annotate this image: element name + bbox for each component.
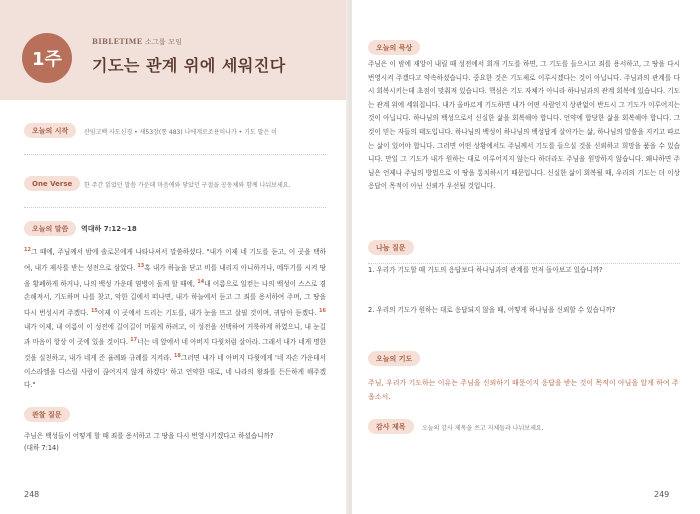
- page-number-left: 248: [24, 490, 40, 499]
- sharing-question: 1. 우리가 기도할 때 기도의 응답보다 하나님과의 관계를 먼저 돌아보고 있습니까?: [368, 266, 603, 274]
- observation-label: 관찰 질문: [24, 407, 70, 422]
- verse-number: 17: [130, 337, 138, 344]
- page-number-right: 249: [654, 490, 670, 499]
- scripture-passage: [24, 244, 326, 393]
- one-verse-text: 한 주간 읽었던 말씀 가운데 마음에와 닿았던 구절을 공동체와 함께 나눠보세요.: [84, 182, 291, 189]
- verse-number: 18: [173, 353, 181, 360]
- divider: [24, 207, 326, 208]
- thanks-label: 감사 제목: [368, 419, 414, 434]
- verse-text: 내가 이제, 내 이름이 이 성전에 길이길이 머물게 하려고, 이 성전을 선택하여 거룩하게 하였으니, 내 눈길과 마음이 항상 이 곳에 있을 것이다.: [24, 322, 326, 347]
- verse-number: 12: [24, 247, 31, 253]
- left-page: [0, 0, 348, 514]
- meditation-text: 주님은 이 밤에 재앙이 내릴 때 성전에서 회개 기도를 하면, 그 기도를 들으시고 죄를 용서하고, 그 땅을 다시 번영시켜 주겠다고 약속하셨습니다. 중요한 것은 기도제로 이루시겠다는 것이 아닙니다. 주님과의 관계를 다시 회복시키는데 초점이 맞춰져 있습니다. 핵심은 기도 자체가 아니라 하나님과의 관계 회복에 있습니다. 기도는 관계 위에 세워집니다. 내가 올바르게 기도하면 내가 어떤 사람인지 상관없이 반드시 그 기도가 이루어지는 것이 아닙니다. 하나님의 백성으로서 신실한 삶을 회복해야 합니다. 언약에 합당한 삶을 회복해야 합니다. 그것이 믿는 자들의 태도입니다. 하나님의 백성이 하나님의 백성답게 살아가는 삶, 하나님의 말씀을 지키고 따르는 삶이 있어야 합니다. 그러면 어떤 상황에서도 주님께서 기도를 들으실 것을 신뢰하고 희망을 품을 수 있습니다. 만일 그 기도가 내가 원하는 대로 이루어지지 않는다 하더라도 주님을 원망하지 않습니다. 왜냐하면 주님은 언제나 주님의 방법으로 이 땅을 통치하시기 때문입니다. 신실한 삶이 회복될 때, 우리의 기도는 더 이상 응답이 목적이 아닌 신뢰가 우선될 것입니다.: [368, 60, 680, 191]
- page-title: 기도는 관계 위에 세워진다: [92, 56, 286, 75]
- todays-word-label: 오늘의 말씀: [24, 221, 76, 236]
- divider: [24, 154, 326, 155]
- verse-text: 너는 네 앞에서 네 아버지 다윗처럼 살아라. 그래서 내가 네게 명한 것을 실천하고, 내가 네게 준 율례와 규례를 지켜라.: [24, 338, 326, 363]
- sharing-label: 나눔 질문: [368, 240, 414, 255]
- series-suffix: 소그룹 모임: [144, 38, 183, 46]
- verse-number: 14: [197, 278, 205, 285]
- prayer-text: 주님, 우리가 기도하는 이유는 주님을 신뢰하기 때문이지 응답을 받는 것이 목적이 아님을 알게 하여 주옵소서.: [368, 379, 679, 401]
- one-verse-label: One Verse: [24, 176, 80, 191]
- week-badge: 1주: [22, 33, 72, 83]
- verse-text: 혹 내가 하늘을 닫고 비를 내리지 아니하거나, 메뚜기를 시켜 땅을 황폐하게 하거나, 나의 백성 가운데 염병이 돌게 할 때에,: [24, 263, 326, 288]
- observation-question: [24, 430, 326, 454]
- series-brand: BIBLETIME: [92, 37, 143, 46]
- verse-text: 내 이름으로 일컫는 나의 백성이 스스로 겸손해져서, 기도하며 나를 찾고, 악한 길에서 떠나면, 내가 하늘에서 듣고 그 죄를 용서하여 주며, 그 땅을 다시 번성시켜 주겠다.: [24, 279, 326, 318]
- meditation-label: 오늘의 묵상: [368, 40, 420, 55]
- verse-text: 이제 이 곳에서 드리는 기도를, 내가 눈을 뜨고 살필 것이며, 귀담아 듣겠다.: [97, 309, 317, 318]
- series-label: [92, 37, 182, 47]
- thanks-text: 오늘의 감사 제목을 쓰고 지체들과 나눠보세요.: [422, 425, 544, 432]
- observation-text: 주님은 백성들이 어떻게 할 때 죄를 용서하고 그 땅을 다시 번영시키겠다고 하셨습니까?: [24, 432, 274, 440]
- observation-ref: (대하 7:14): [24, 444, 59, 452]
- verse-text: 그러면 내가 네 아버지 다윗에게 '네 자손 가운데서 이스라엘을 다스릴 사람이 끊어지지 않게 하겠다' 하고 언약한 대로, 네 나라의 왕좌를 든든하게 해주겠다.": [24, 354, 327, 390]
- opening-text: 산임고백 사도신경 • 새53장(통 483) 나에게로조용히나가 • 기도 말은 이: [84, 129, 277, 136]
- verse-text: 그 때에, 주님께서 밤에 솔로몬에게 나타나셔서 말씀하셨다. "내가 이제 네 기도를 듣고, 이 곳을 택하여, 내가 제사를 받는 성전으로 삼았다.: [24, 248, 326, 272]
- prayer-label: 오늘의 기도: [368, 351, 420, 366]
- opening-label: 오늘의 시작: [24, 123, 76, 138]
- verse-number: 13: [137, 262, 145, 269]
- verse-number: 16: [319, 307, 326, 314]
- verse-number: 15: [90, 307, 98, 314]
- passage-reference: 역대하 7:12~18: [81, 225, 137, 233]
- sharing-question: 2. 우리의 기도가 원하는 대로 응답되지 않을 때, 어떻게 하나님을 신뢰할 수 있습니까?: [368, 306, 616, 314]
